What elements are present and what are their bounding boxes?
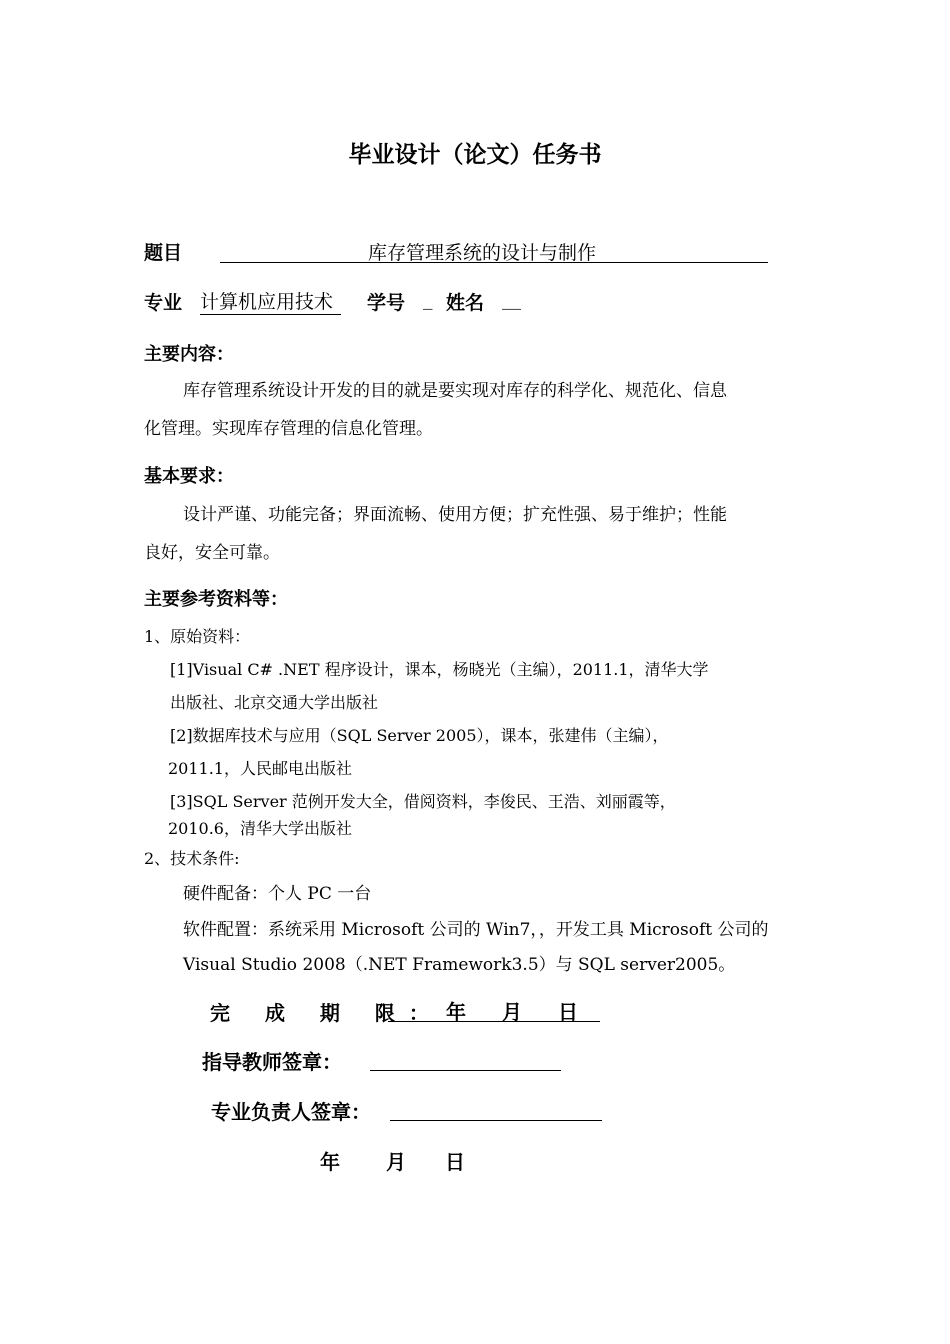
department-head-signature-line <box>390 1096 602 1121</box>
software-config-line1: 软件配置：系统采用 Microsoft 公司的 Win7，，开发工具 Microsoft 公司的 <box>183 920 769 940</box>
major-value: 计算机应用技术 <box>200 287 341 315</box>
date-day: 日 <box>445 1150 465 1174</box>
deadline-year: 年 <box>446 1000 466 1024</box>
topic-field <box>220 236 768 263</box>
reference-3-line1: [3]SQL Server 范例开发大全，借阅资料，李俊民、王浩、刘丽霞等， <box>170 792 676 811</box>
software-config-line2: Visual Studio 2008（.NET Framework3.5）与 SQL server2005。 <box>183 955 736 975</box>
deadline-label: 完 成 期 限： <box>210 1001 443 1025</box>
main-content-heading: 主要内容： <box>144 344 234 365</box>
topic-label: 题目 <box>144 242 183 264</box>
reference-1-line1: [1]Visual C# .NET 程序设计，课本，杨晓光（主编），2011.1，清华大学 <box>170 660 709 679</box>
requirements-line1: 设计严谨、功能完备；界面流畅、使用方便；扩充性强、易于维护；性能 <box>183 505 727 525</box>
page-title: 毕业设计（论文）任务书 <box>348 142 602 168</box>
student-id-label: 学号 <box>367 292 406 314</box>
deadline-day: 日 <box>558 1000 578 1024</box>
requirements-line2: 良好，安全可靠。 <box>144 543 280 563</box>
references-section1: 1、原始资料： <box>144 627 251 646</box>
references-heading: 主要参考资料等： <box>144 589 288 610</box>
requirements-heading: 基本要求： <box>144 466 234 487</box>
reference-2-line1: [2]数据库技术与应用（SQL Server 2005），课本，张建伟（主编）， <box>170 726 669 745</box>
references-section2: 2、技术条件: <box>144 849 240 868</box>
advisor-signature-label: 指导教师签章： <box>202 1050 342 1074</box>
deadline-month: 月 <box>502 1000 522 1024</box>
reference-3-line2: 2010.6，清华大学出版社 <box>168 819 352 838</box>
major-label: 专业 <box>144 292 183 314</box>
date-month: 月 <box>386 1150 406 1174</box>
student-id-value: _ <box>423 288 433 310</box>
name-label: 姓名 <box>446 292 485 314</box>
main-content-line1: 库存管理系统设计开发的目的就是要实现对库存的科学化、规范化、信息 <box>183 381 727 401</box>
date-year: 年 <box>320 1150 340 1174</box>
reference-1-line2: 出版社、北京交通大学出版社 <box>170 693 379 712</box>
topic-value: 库存管理系统的设计与制作 <box>368 242 597 264</box>
deadline-field <box>388 996 600 1022</box>
department-head-signature-label: 专业负责人签章： <box>211 1100 371 1124</box>
hardware-config: 硬件配备：个人 PC 一台 <box>183 884 372 904</box>
advisor-signature-line <box>370 1046 561 1071</box>
name-value: __ <box>502 288 521 310</box>
main-content-line2: 化管理。实现库存管理的信息化管理。 <box>144 419 433 439</box>
reference-2-line2: 2011.1，人民邮电出版社 <box>168 759 352 778</box>
